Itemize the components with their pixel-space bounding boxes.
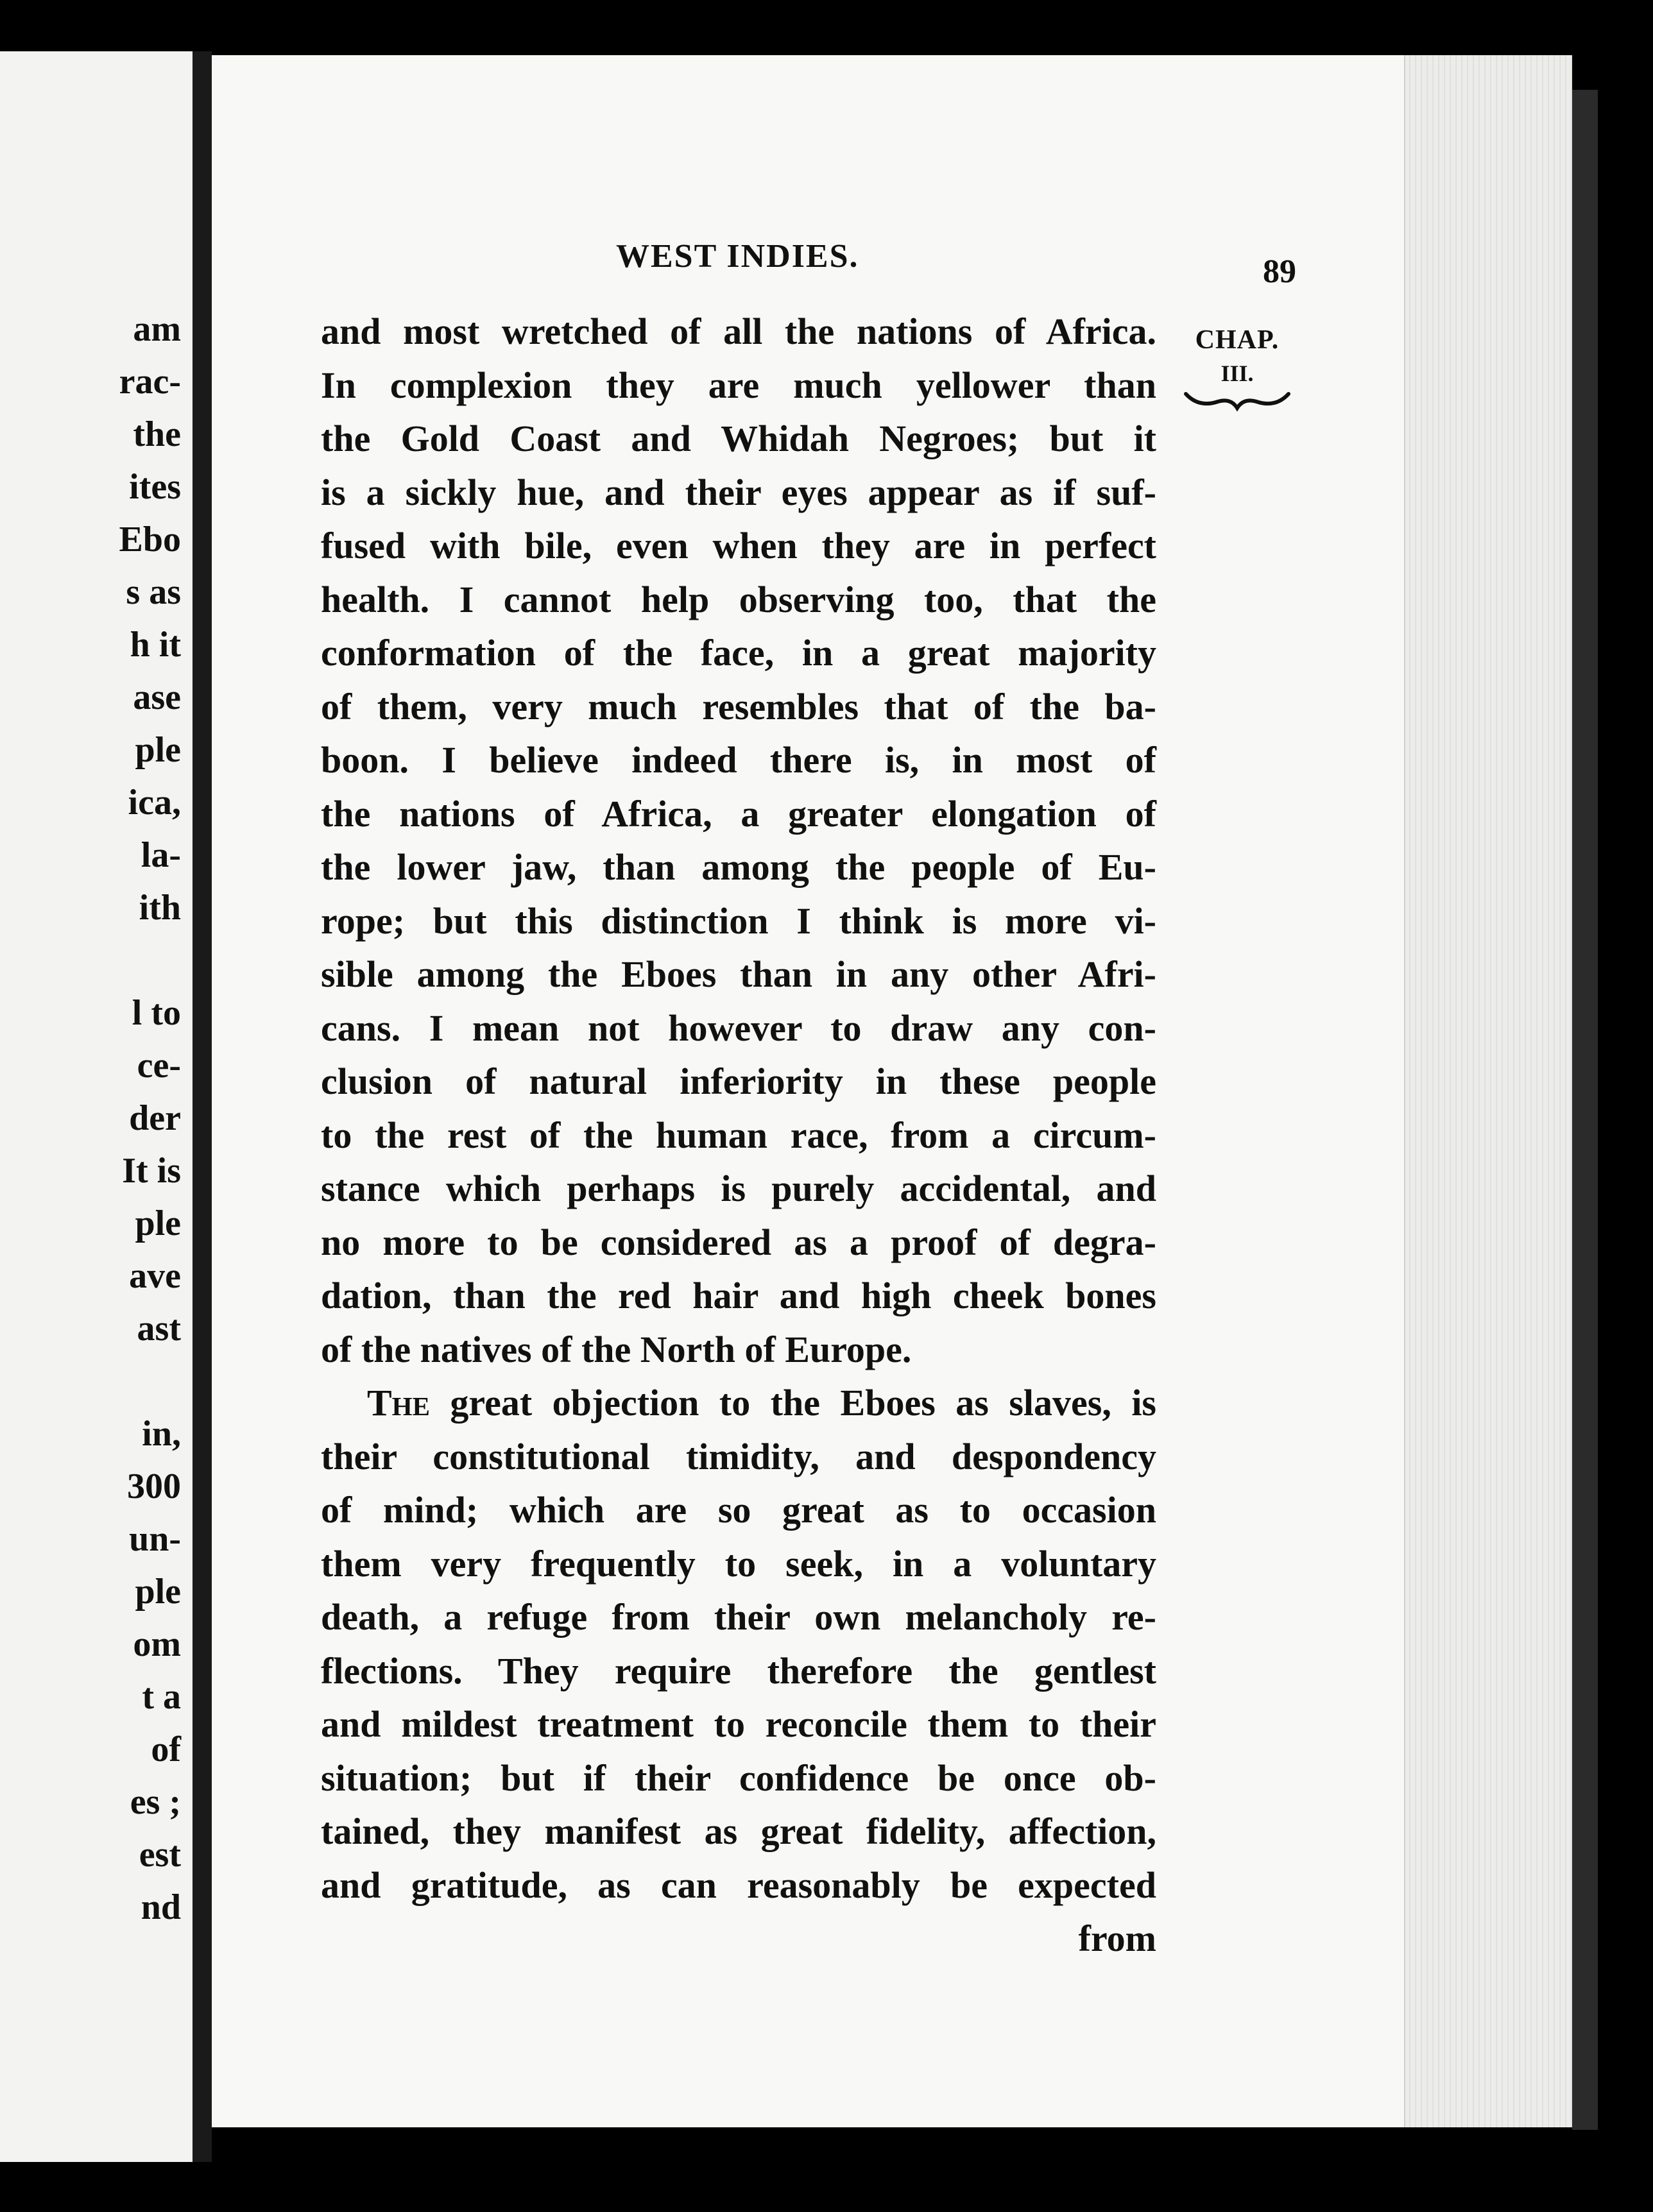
left-page-fragment: un- xyxy=(129,1519,181,1559)
text-line: the lower jaw, than among the people of Eu- xyxy=(321,846,1156,888)
text-line: of the natives of the North of Europe. xyxy=(321,1328,912,1370)
left-page-fragment: rac- xyxy=(119,362,181,402)
left-page-fragment: the xyxy=(133,414,181,454)
left-page-fragment: der xyxy=(129,1098,181,1138)
text-line: the nations of Africa, a greater elongation of xyxy=(321,792,1156,835)
left-page-fragment xyxy=(119,1355,182,1408)
left-page-fragment: ple xyxy=(135,730,181,770)
left-page-fragment: It is xyxy=(122,1151,181,1191)
text-line: the Gold Coast and Whidah Negroes; but it xyxy=(321,418,1156,459)
left-page-fragment: h it xyxy=(130,625,181,665)
text-line: tained, they manifest as great fidelity, affection, xyxy=(321,1810,1156,1852)
left-page-fragment: ave xyxy=(129,1256,181,1296)
text-line-rest: great objection to the Eboes as slaves, is xyxy=(429,1382,1156,1424)
text-line: their constitutional timidity, and despondency xyxy=(321,1435,1156,1477)
text-line: situation; but if their confidence be once ob- xyxy=(321,1757,1156,1799)
left-page-fragment: la- xyxy=(141,835,181,875)
page-number: 89 xyxy=(1263,253,1296,290)
text-line: dation, than the red hair and high cheek bones xyxy=(321,1275,1156,1316)
left-page-fragment: 300 xyxy=(127,1467,181,1506)
curly-brace-icon xyxy=(1179,387,1295,413)
text-line: flections. They require therefore the gentlest xyxy=(321,1649,1156,1692)
left-page-fragment: ites xyxy=(129,467,181,507)
left-page-fragment: es ; xyxy=(130,1782,181,1822)
left-page-fragment: ce- xyxy=(137,1046,181,1085)
left-page-fragment: l to xyxy=(132,993,181,1033)
text-line: boon. I believe indeed there is, in most of xyxy=(321,739,1156,781)
left-page-fragment: est xyxy=(139,1835,181,1875)
text-line: to the rest of the human race, from a circum- xyxy=(321,1114,1156,1156)
left-page-fragment: t a xyxy=(142,1677,181,1717)
text-line: and mildest treatment to reconcile them to their xyxy=(321,1703,1156,1745)
left-page-fragment: am xyxy=(133,309,181,349)
catchword: from xyxy=(1078,1918,1156,1959)
left-page-fragment: ica, xyxy=(128,783,181,822)
page-edges xyxy=(1404,55,1572,2127)
body-text xyxy=(321,305,1156,1966)
left-page-fragment: ast xyxy=(137,1309,181,1348)
chapter-label: CHAP. xyxy=(1195,325,1280,355)
left-page-fragment: om xyxy=(133,1624,181,1664)
text-line: conformation of the face, in a great majority xyxy=(321,632,1156,674)
left-page-fragment: ple xyxy=(135,1572,181,1612)
chapter-number: III. xyxy=(1220,361,1254,386)
left-page-fragment: nd xyxy=(141,1887,181,1927)
left-page-fragment xyxy=(119,934,182,987)
left-page-fragment: in, xyxy=(142,1414,181,1454)
chapter-side-note xyxy=(1179,323,1295,413)
text-line: health. I cannot help observing too, that the xyxy=(321,578,1156,620)
book-gutter xyxy=(193,51,212,2162)
running-title: WEST INDIES. xyxy=(616,238,859,275)
text-line: In complexion they are much yellower than xyxy=(321,364,1156,406)
paragraph-lead-word: The xyxy=(367,1382,430,1424)
text-line: them very frequently to seek, in a voluntary xyxy=(321,1542,1156,1585)
text-line xyxy=(321,1376,1156,1430)
left-page-fragment: ase xyxy=(133,677,181,717)
left-page-fragment: ple xyxy=(135,1204,181,1243)
text-line: of them, very much resembles that of the ba- xyxy=(321,685,1156,727)
text-line: stance which perhaps is purely accidental, and xyxy=(321,1168,1156,1209)
text-line: of mind; which are so great as to occasion xyxy=(321,1489,1156,1531)
text-line: and gratitude, as can reasonably be expected xyxy=(321,1864,1156,1906)
left-page-fragment: Ebo xyxy=(119,520,181,559)
left-page-fragment: s as xyxy=(126,572,181,612)
book-cover-edge xyxy=(1572,90,1598,2130)
text-line: sible among the Eboes than in any other Afri- xyxy=(321,953,1156,995)
text-line: is a sickly hue, and their eyes appear as if suf- xyxy=(321,471,1156,513)
text-line: death, a refuge from their own melancholy re- xyxy=(321,1596,1156,1638)
text-line: clusion of natural inferiority in these people xyxy=(321,1060,1156,1102)
left-page-fragments xyxy=(119,303,182,1934)
left-page-fragment: of xyxy=(151,1730,181,1769)
text-line: cans. I mean not however to draw any con- xyxy=(321,1007,1156,1049)
text-line: rope; but this distinction I think is more vi- xyxy=(321,899,1156,942)
left-page-fragment: ith xyxy=(139,888,181,928)
text-line: no more to be considered as a proof of degra- xyxy=(321,1221,1156,1263)
text-line: and most wretched of all the nations of Africa. xyxy=(321,311,1156,352)
left-facing-page xyxy=(0,51,195,2162)
text-line: fused with bile, even when they are in perfect xyxy=(321,525,1156,566)
